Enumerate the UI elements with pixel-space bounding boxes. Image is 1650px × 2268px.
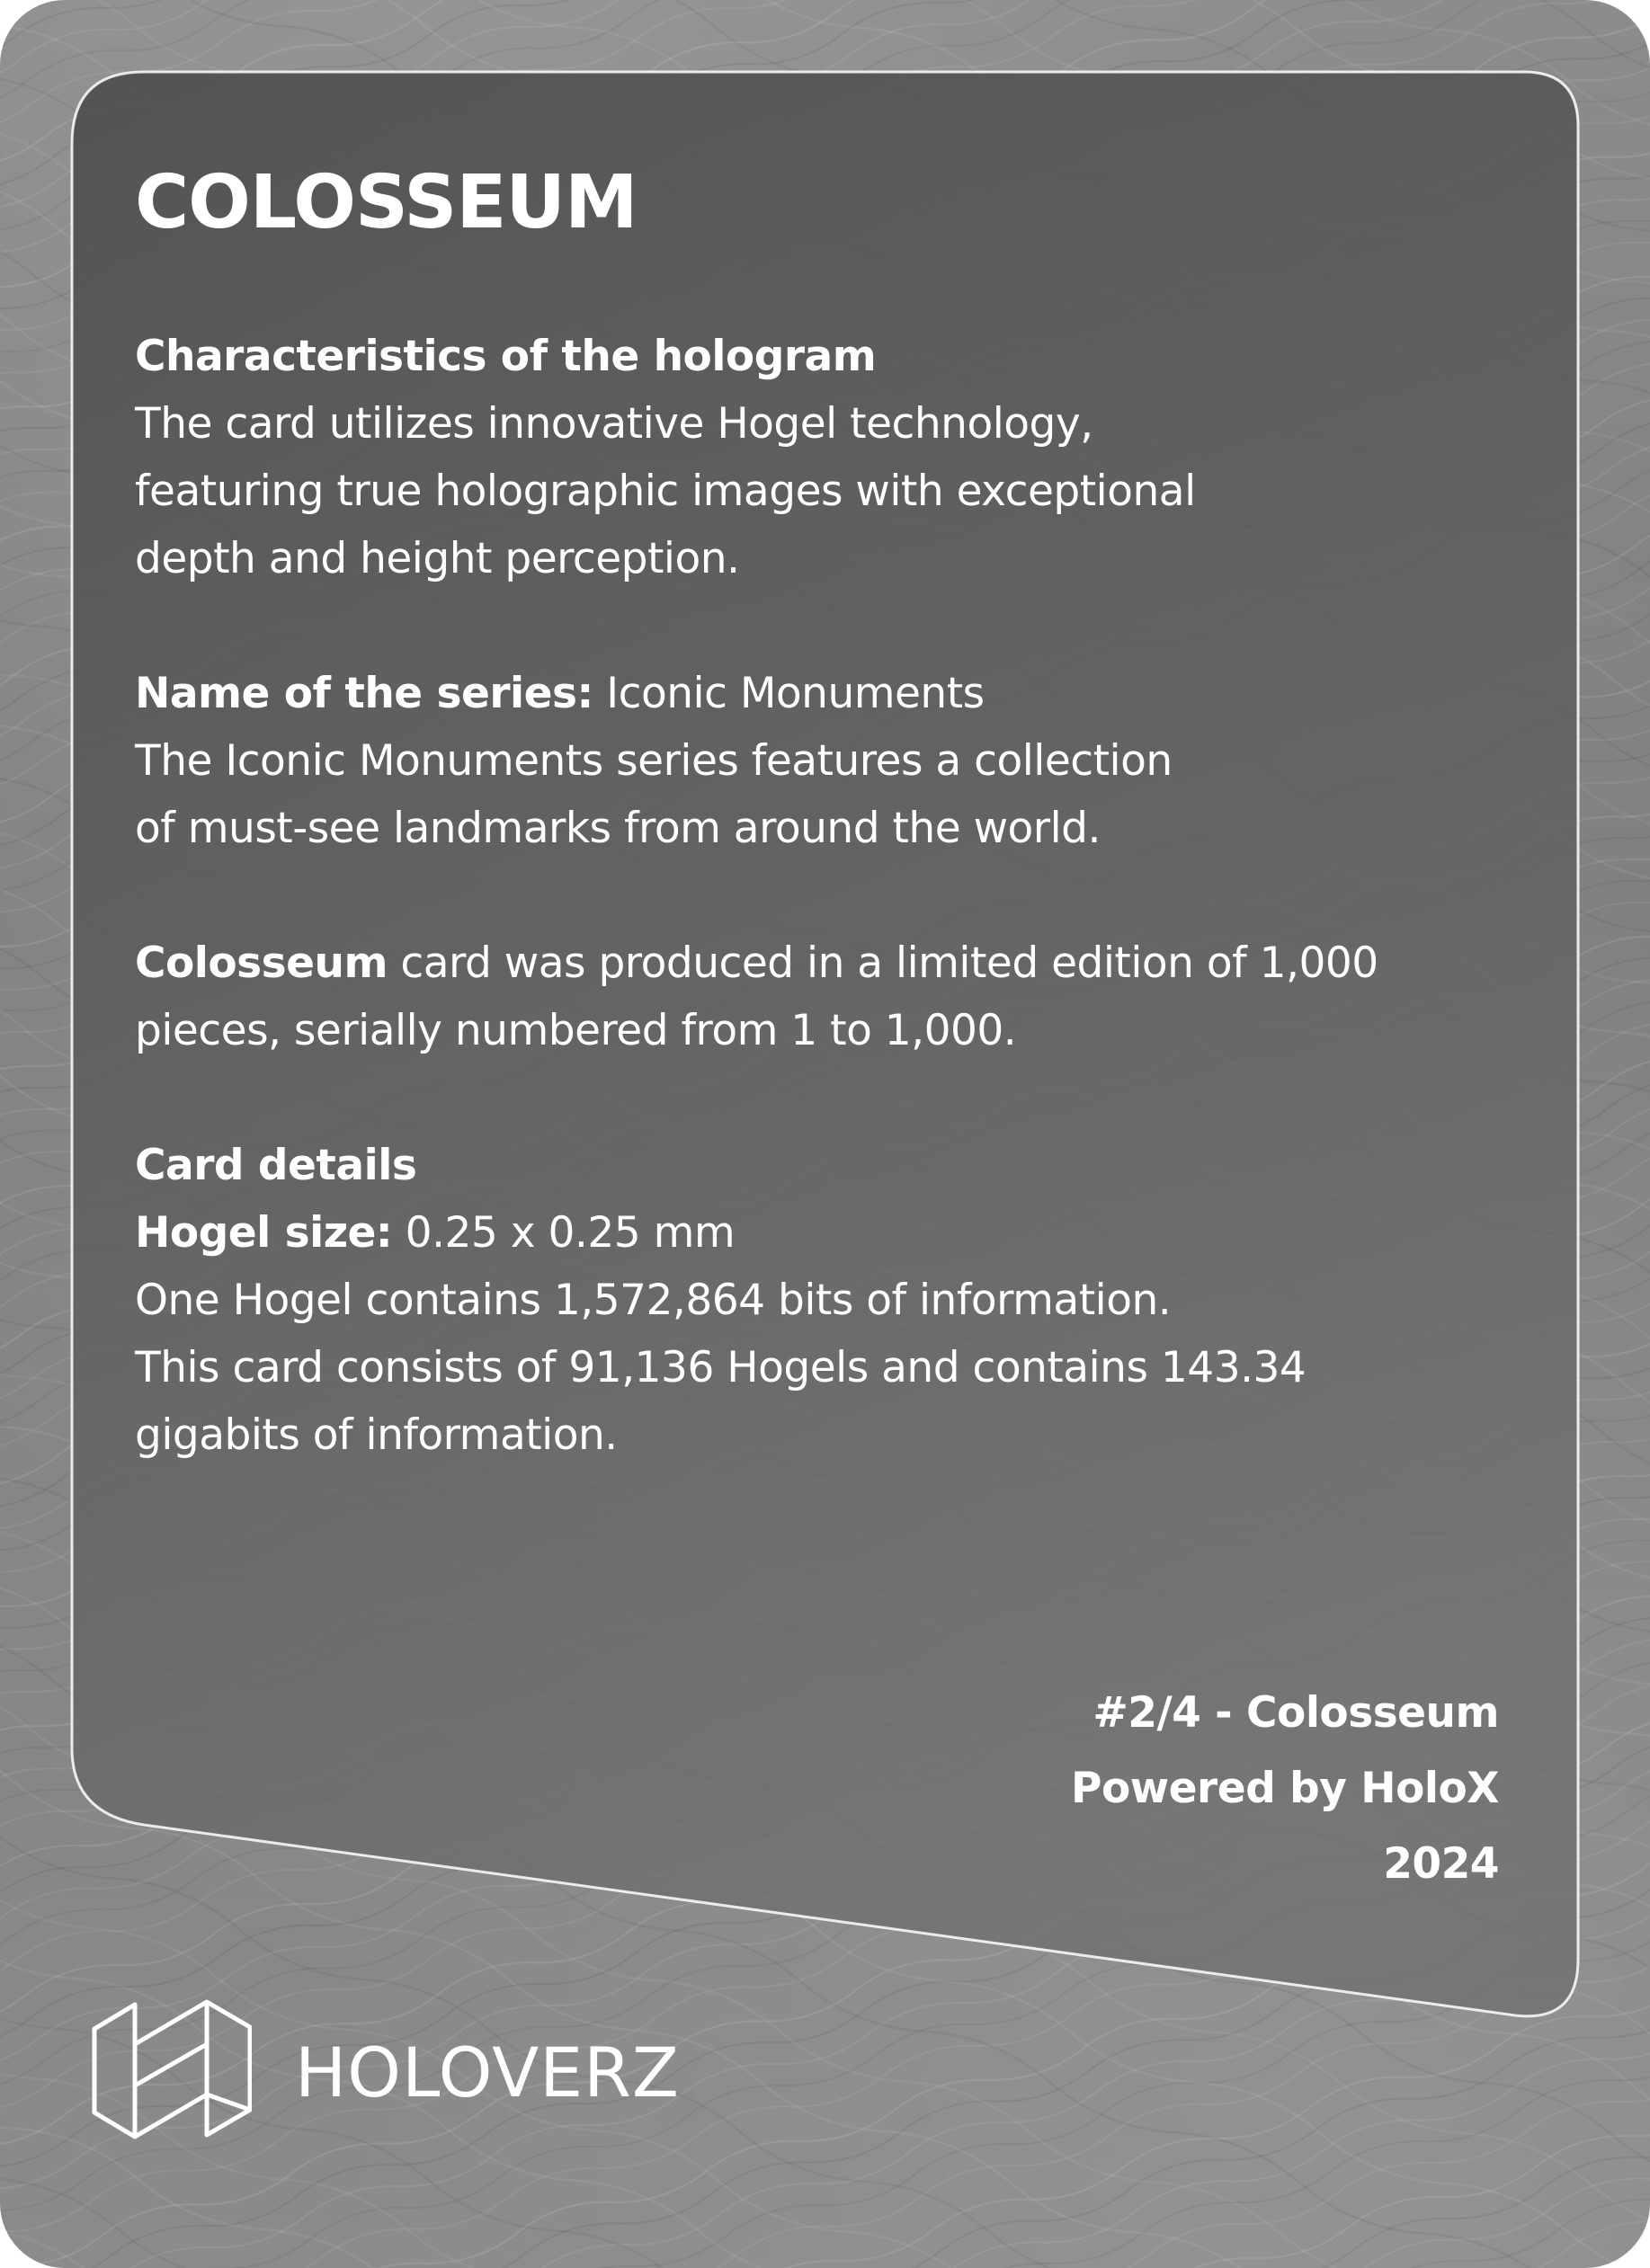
hogel-size-line (135, 1199, 1466, 1267)
edition-text: card was produced in a limited edition of 1,000 (387, 938, 1378, 988)
hologram-line: depth and height perception. (135, 534, 740, 583)
card-title: COLOSSEUM (135, 160, 638, 245)
hologram-line: The card utilizes innovative Hogel technology, (135, 399, 1093, 449)
series-label: Name of the series: (135, 669, 593, 718)
details-line: One Hogel contains 1,572,864 bits of information. (135, 1276, 1172, 1325)
card-number: #2/4 - Colosseum (1093, 1688, 1499, 1738)
details-heading: Card details (135, 1141, 417, 1190)
details-section (135, 1132, 1466, 1469)
card-content (135, 160, 1466, 1536)
hogel-size-value: 0.25 x 0.25 mm (392, 1208, 736, 1258)
series-description-line: of must-see landmarks from around the world. (135, 804, 1101, 853)
series-section (135, 660, 1466, 862)
card-footer (1071, 1676, 1499, 1902)
hologram-heading: Characteristics of the hologram (135, 332, 877, 381)
details-line: gigabits of information. (135, 1410, 618, 1460)
series-name: Iconic Monuments (593, 669, 985, 718)
holoverz-logo-icon (90, 1988, 252, 2150)
edition-line (135, 929, 1466, 997)
powered-by: Powered by HoloX (1071, 1764, 1499, 1813)
hologram-section (135, 323, 1466, 592)
edition-card-name: Colosseum (135, 938, 388, 988)
series-name-line (135, 660, 1466, 727)
card-year: 2024 (1383, 1839, 1499, 1889)
details-line: This card consists of 91,136 Hogels and contains 143.34 (135, 1343, 1307, 1392)
hologram-line: featuring true holographic images with exceptional (135, 467, 1196, 516)
edition-section (135, 929, 1466, 1064)
series-description-line: The Iconic Monuments series features a collection (135, 736, 1173, 786)
edition-line: pieces, serially numbered from 1 to 1,000. (135, 1006, 1017, 1055)
brand-name: HOLOVERZ (295, 2032, 680, 2112)
hogel-size-label: Hogel size: (135, 1208, 393, 1258)
